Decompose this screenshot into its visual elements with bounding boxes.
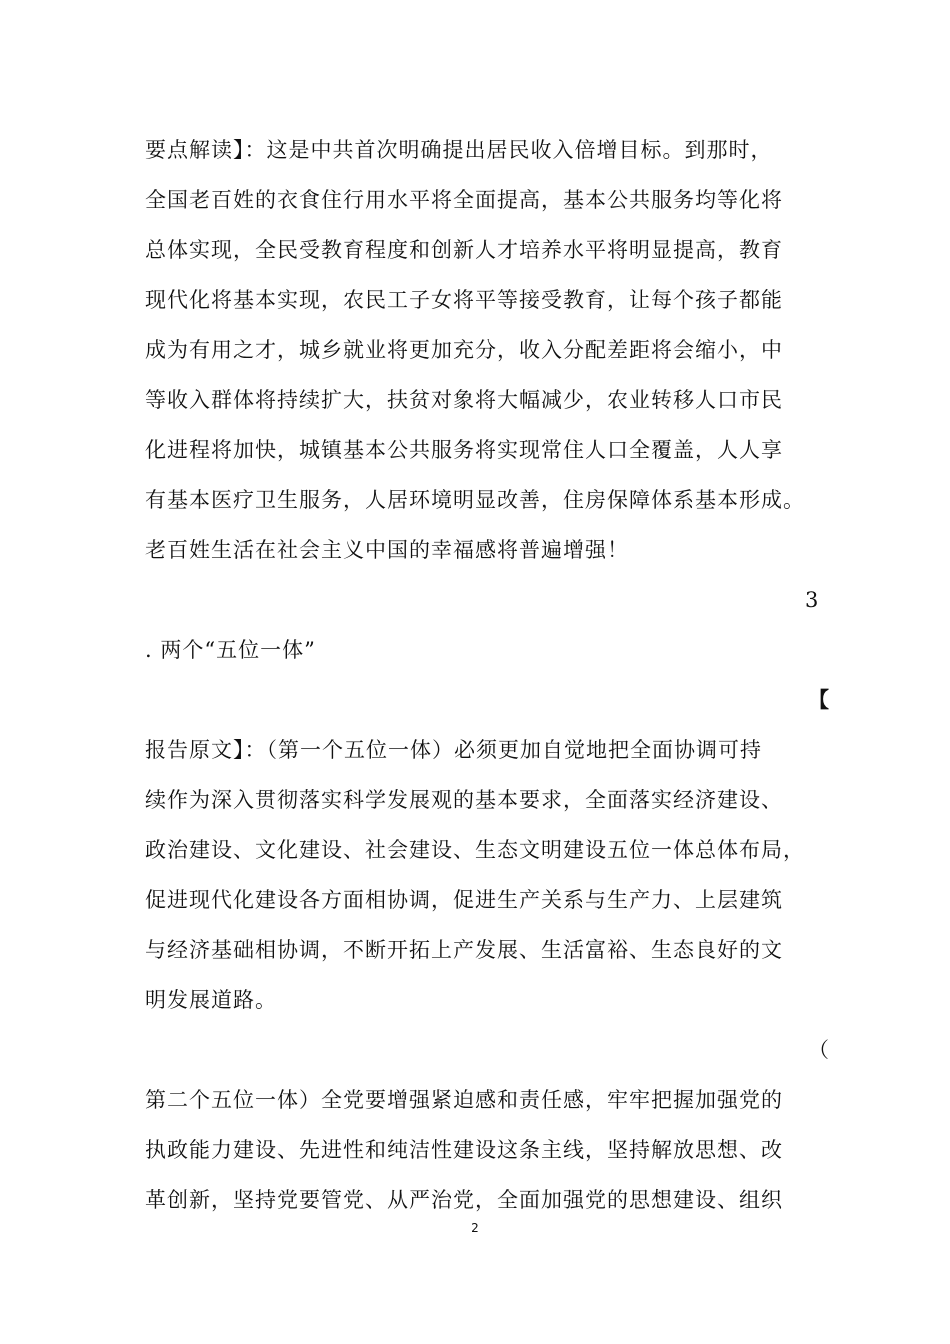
text-line: 老百姓生活在社会主义中国的幸福感将普遍增强！ [145,538,629,562]
text-line: 明发展道路。 [145,988,277,1012]
text-line: 要点解读】：这是中共首次明确提出居民收入倍增目标。到那时， [145,138,773,162]
page-number: 2 [471,1221,479,1235]
text-line: 全国老百姓的衣食住行用水平将全面提高，基本公共服务均等化将 [145,188,783,212]
text-line: 有基本医疗卫生服务，人居环境明显改善，住房保障体系基本形成。 [145,488,805,512]
bracket-mark: 【 [808,687,829,712]
text-line: 促进现代化建设各方面相协调，促进生产关系与生产力、上层建筑 [145,888,783,912]
text-line: 化进程将加快，城镇基本公共服务将实现常住人口全覆盖，人人享 [145,438,783,462]
paren-mark: （ [808,1038,829,1062]
text-line: 总体实现，全民受教育程度和创新人才培养水平将明显提高，教育 [145,238,783,262]
text-line: 成为有用之才，城乡就业将更加充分，收入分配差距将会缩小，中 [145,338,783,362]
text-line: 第二个五位一体）全党要增强紧迫感和责任感，牢牢把握加强党的 [145,1088,783,1112]
text-line: 等收入群体将持续扩大，扶贫对象将大幅减少，农业转移人口市民 [145,388,783,412]
section-number: 3 [805,588,819,612]
section-heading: . 两个“五位一体” [145,638,316,662]
text-line: 现代化将基本实现，农民工子女将平等接受教育，让每个孩子都能 [145,288,783,312]
text-line: 政治建设、文化建设、社会建设、生态文明建设五位一体总体布局， [145,838,805,862]
text-line: 续作为深入贯彻落实科学发展观的基本要求，全面落实经济建设、 [145,788,783,812]
text-line: 与经济基础相协调，不断开拓上产发展、生活富裕、生态良好的文 [145,938,783,962]
text-line: 执政能力建设、先进性和纯洁性建设这条主线，坚持解放思想、改 [145,1138,783,1162]
text-line: 报告原文】：（第一个五位一体）必须更加自觉地把全面协调可持 [145,738,762,762]
text-line: 革创新，坚持党要管党、从严治党，全面加强党的思想建设、组织 [145,1188,783,1212]
